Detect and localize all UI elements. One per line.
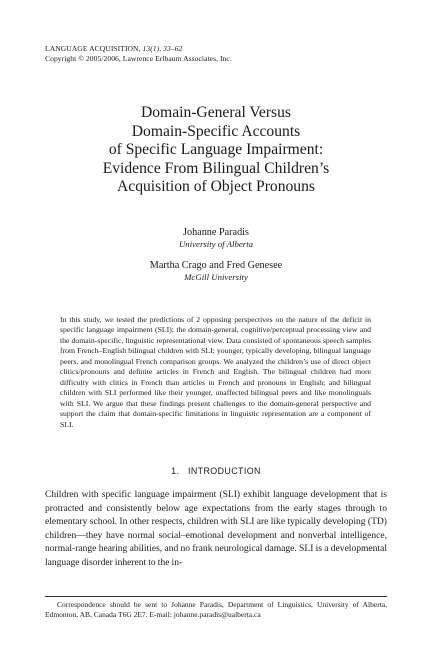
title-line: Acquisition of Object Pronouns (117, 178, 315, 196)
author-block-2 (40, 260, 392, 283)
author-name: Johanne Paradis (183, 227, 249, 238)
author-affiliation: McGill University (184, 272, 248, 282)
copyright-line: Copyright © 2005/2006, Lawrence Erlbaum Associates, Inc. (45, 54, 232, 63)
abstract: In this study, we tested the predictions of 2 opposing perspectives on the nature of the deficit in specific language impairment (SLI): the domain-general, cognitive/perceptual processing view and the domain-specific, linguistic representational view. Data consisted of spontaneous speech samples from French–English bilingual children with SLI; younger, typically developing, bilingual language peers, and monolingual French comparison groups. We analyzed the children’s use of direct object clitics/pronouns and definite articles in French and English. The bilingual children had more difficulty with clitics in French than articles in French and pronouns in English; and bilingual children with SLI performed like their younger, unaffected bilingual peers and like monolinguals with SLI. We argue that these findings present challenges to the domain-general perspective and support the claim that domain-specific limitations in linguistic representation are a component of SLI. (60, 315, 371, 429)
title-line: Domain-Specific Accounts (131, 122, 301, 140)
article-title (40, 104, 392, 197)
section-number: 1. (171, 466, 180, 476)
volume-issue-pages: 13(1), 33–62 (142, 44, 183, 53)
journal-citation-line (45, 44, 395, 54)
title-line: Evidence From Bilingual Children’s (102, 159, 330, 177)
section-heading (40, 466, 392, 476)
author-name: Martha Crago and Fred Genesee (149, 260, 283, 271)
section-title: INTRODUCTION (187, 466, 261, 476)
footnote-divider (45, 596, 387, 597)
body-paragraph: Children with specific language impairment (SLI) exhibit language development that is protracted and consistently below age expectations from the early stages through to elementary school. In other respects, children with SLI are like typically developing (TD) children—they have normal social–emotional development and nonverbal intelligence, normal-range hearing abilities, and no frank neurological damage. SLI is a developmental language disorder inherent to the in- (45, 489, 387, 568)
author-affiliation: University of Alberta (178, 239, 254, 249)
author-block-1 (40, 227, 392, 250)
correspondence-footnote: Correspondence should be sent to Johanne Paradis, Department of Linguistics, University of Alberta, Edmonton, AB, Canada T6G 2E7. E-mail: johanne.paradis@ualberta.ca (45, 600, 387, 619)
journal-header (45, 44, 395, 64)
title-line: of Specific Language Impairment: (108, 141, 324, 159)
journal-name: LANGUAGE ACQUISITION, (45, 44, 141, 53)
title-line: Domain-General Versus (141, 104, 291, 121)
